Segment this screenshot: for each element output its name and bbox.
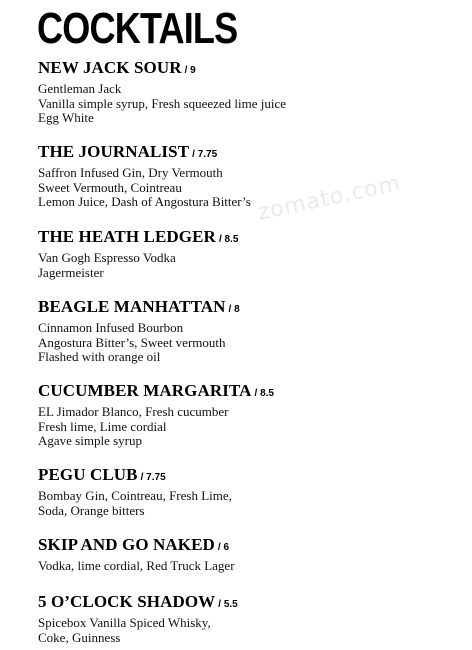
item-name: THE JOURNALIST — [38, 142, 190, 161]
ingredient-line: Soda, Orange bitters — [38, 502, 145, 518]
ingredient-line: Coke, Guinness — [38, 629, 121, 645]
item-price: / 6 — [217, 542, 230, 553]
item-name: SKIP AND GO NAKED — [38, 535, 215, 554]
page-title: COCKTAILS — [37, 4, 238, 53]
item-ingredients — [38, 616, 458, 645]
menu-item-skip-and-go-naked — [38, 535, 458, 574]
item-price: / 8 — [228, 304, 240, 315]
item-ingredients — [38, 166, 458, 210]
item-name: THE HEATH LEDGER — [38, 227, 216, 246]
ingredient-line: Agave simple syrup — [38, 433, 142, 448]
ingredient-line: Gentleman Jack — [38, 81, 122, 96]
item-ingredients — [38, 82, 458, 126]
menu-item-the-heath-ledger — [38, 227, 458, 280]
item-price: / 7.75 — [140, 472, 166, 483]
item-price: / 7.75 — [192, 149, 218, 160]
item-price: / 5.5 — [218, 599, 238, 610]
watermark: zomato.com — [255, 170, 404, 226]
ingredient-line: Sweet Vermouth, Cointreau — [38, 179, 182, 195]
ingredient-line: Saffron Infused Gin, Dry Vermouth — [38, 165, 223, 180]
ingredient-line: Van Gogh Espresso Vodka — [38, 250, 176, 265]
ingredient-line: Angostura Bitter’s, Sweet vermouth — [38, 334, 226, 350]
item-ingredients — [38, 321, 458, 365]
menu-item-new-jack-sour — [38, 58, 458, 126]
menu-item-5-oclock-shadow — [38, 592, 458, 645]
ingredient-line: Fresh lime, Lime cordial — [38, 418, 167, 434]
item-ingredients — [38, 251, 458, 280]
item-price: / 9 — [184, 65, 196, 76]
ingredient-line: Lemon Juice, Dash of Angostura Bitter’s — [38, 194, 251, 209]
menu-item-pegu-club — [38, 465, 458, 518]
item-name: CUCUMBER MARGARITA — [38, 381, 252, 400]
ingredient-line: Vanilla simple syrup, Fresh squeezed lime juice — [38, 95, 287, 111]
item-name: PEGU CLUB — [38, 465, 138, 484]
ingredient-line: EL Jimador Blanco, Fresh cucumber — [38, 404, 229, 419]
item-ingredients — [38, 559, 458, 574]
ingredient-line: Egg White — [38, 110, 94, 125]
ingredient-line: Flashed with orange oil — [38, 349, 161, 364]
ingredient-line: Cinnamon Infused Bourbon — [38, 320, 184, 335]
item-ingredients — [38, 489, 458, 518]
ingredient-line: Vodka, lime cordial, Red Truck Lager — [38, 558, 235, 573]
item-price: / 8.5 — [218, 234, 239, 245]
item-name: 5 O’CLOCK SHADOW — [38, 592, 216, 611]
menu-item-beagle-manhattan — [38, 297, 458, 365]
menu-item-the-journalist — [38, 142, 458, 210]
item-name: NEW JACK SOUR — [38, 58, 182, 77]
item-name: BEAGLE MANHATTAN — [38, 297, 226, 316]
item-price: / 8.5 — [254, 388, 274, 399]
ingredient-line: Spicebox Vanilla Spiced Whisky, — [38, 615, 211, 630]
item-ingredients — [38, 405, 458, 449]
menu-item-cucumber-margarita — [38, 381, 458, 449]
ingredient-line: Bombay Gin, Cointreau, Fresh Lime, — [38, 488, 232, 503]
ingredient-line: Jagermeister — [38, 264, 104, 280]
